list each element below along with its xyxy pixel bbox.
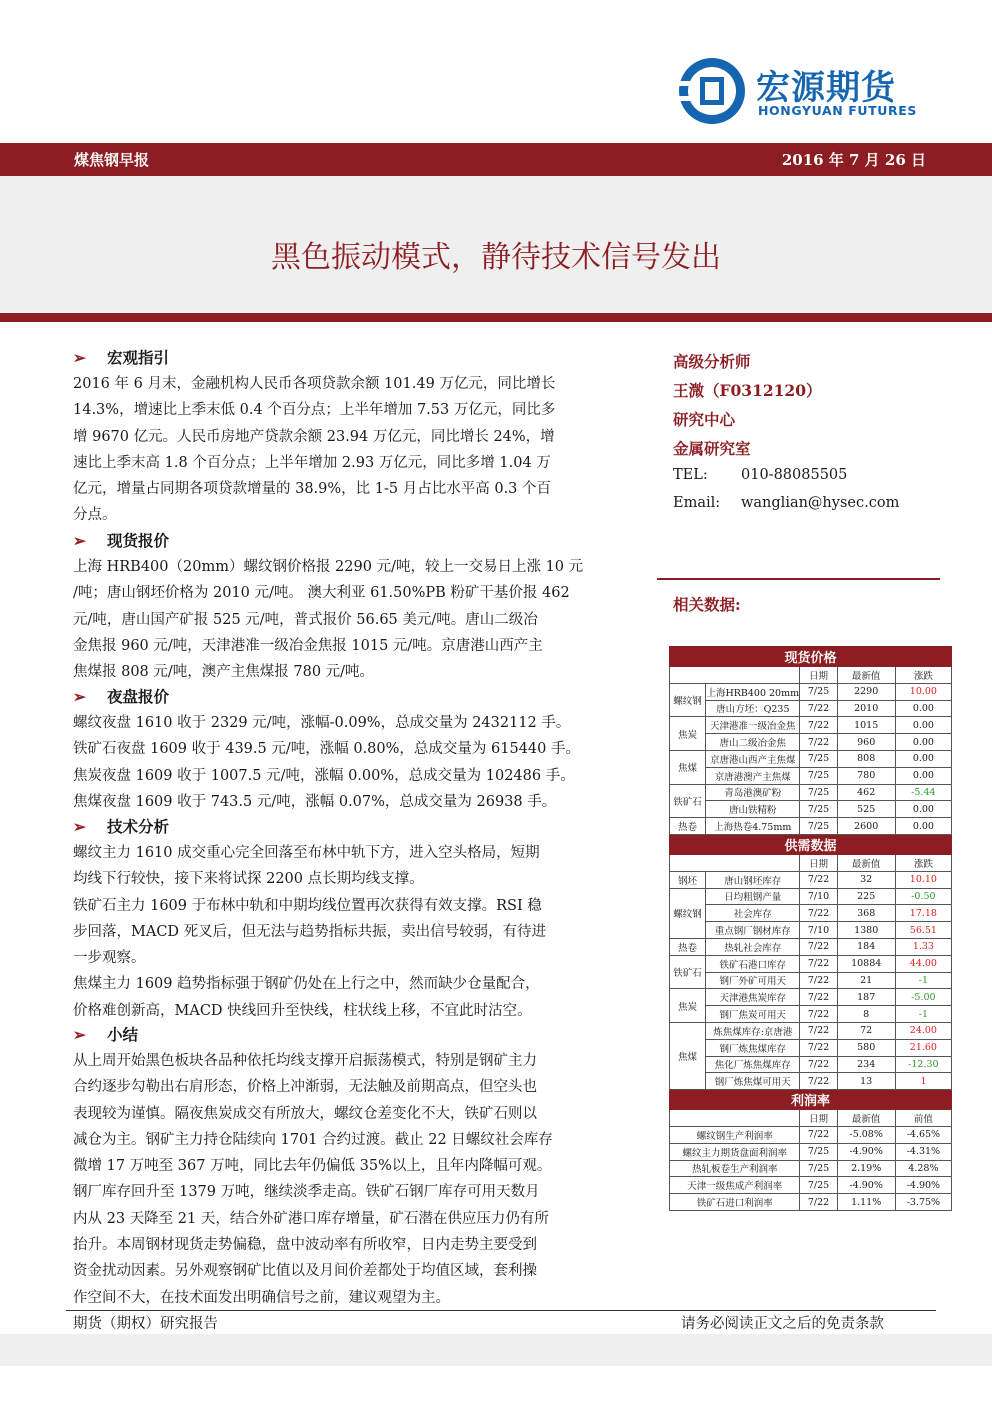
row-latest-value: 72	[837, 1022, 895, 1039]
row-date: 7/22	[800, 905, 837, 922]
row-previous-value: -4.31%	[895, 1143, 951, 1160]
row-item-name: 唐山铁精粉	[706, 801, 800, 818]
paragraph-line: 亿元，增量占同期各项贷款增量的 38.9%，比 1-5 月占比水平高 0.3 个百	[73, 481, 552, 498]
table-row	[670, 905, 952, 922]
table-row	[670, 871, 952, 888]
row-date: 7/25	[800, 1143, 837, 1160]
row-change: -5.44	[895, 784, 951, 801]
analyst-email-label: Email:	[673, 495, 721, 511]
row-date: 7/22	[800, 1194, 837, 1211]
bullet-arrow-icon: ➢	[73, 348, 86, 367]
paragraph-line: 2016 年 6 月末，金融机构人民币各项贷款余额 101.49 万亿元，同比增长	[73, 376, 556, 392]
row-change: 0.00	[895, 767, 951, 784]
section-heading	[73, 814, 169, 840]
paragraph-line: 焦煤主力 1609 趋势指标强于钢矿仍处在上行之中，然而缺少仓量配合，	[73, 976, 540, 993]
analyst-email[interactable]: wanglian@hysec.com	[741, 495, 900, 511]
table-header-cell: 最新值	[837, 667, 895, 684]
row-change: 0.00	[895, 700, 951, 717]
paragraph-line: 一步观察。	[73, 950, 146, 967]
row-latest-value: 1015	[837, 717, 895, 734]
row-item-name: 日均粗钢产量	[706, 888, 800, 905]
row-item-name: 天津一级焦成产利润率	[670, 1177, 800, 1194]
row-category: 焦炭	[670, 717, 706, 751]
row-date: 7/25	[800, 1177, 837, 1194]
paragraph-line: 增 9670 亿元。人民币房地产贷款余额 23.94 万亿元，同比增长 24%，增	[73, 428, 555, 445]
row-item-name: 上海热卷4.75mm	[706, 818, 800, 835]
row-change: 0.00	[895, 801, 951, 818]
row-item-name: 唐山二级冶金焦	[706, 734, 800, 751]
table-header-cell: 前值	[895, 1110, 951, 1127]
row-date: 7/10	[800, 922, 837, 939]
paragraph-line: 钢厂库存回升至 1379 万吨，继续淡季走高。铁矿石钢厂库存可用天数月	[73, 1184, 540, 1201]
row-date: 7/22	[800, 1126, 837, 1143]
row-change: -1	[895, 1006, 951, 1023]
row-category: 焦煤	[670, 1022, 706, 1089]
table-row	[670, 1177, 952, 1194]
table-row	[670, 1126, 952, 1143]
row-change: 56.51	[895, 922, 951, 939]
footer-divider	[66, 1310, 936, 1311]
table-row	[670, 1039, 952, 1056]
analyst-role: 高级分析师	[673, 352, 751, 371]
row-change: 24.00	[895, 1022, 951, 1039]
row-item-name: 热轧板卷生产利润率	[670, 1160, 800, 1177]
row-previous-value: -3.75%	[895, 1194, 951, 1211]
table-header-cell: 最新值	[837, 1110, 895, 1127]
company-logo-icon	[678, 57, 746, 125]
row-latest-value: 234	[837, 1056, 895, 1073]
table-header-cell: 日期	[800, 854, 837, 871]
table-section-title: 供需数据	[670, 834, 952, 854]
row-item-name: 钢厂炼焦煤库存	[706, 1039, 800, 1056]
row-item-name: 螺纹钢生产利润率	[670, 1126, 800, 1143]
paragraph-line: 均线下行较快，接下来将试探 2200 点长期均线支撑。	[73, 871, 424, 888]
row-change: 10.00	[895, 683, 951, 700]
paragraph-line: 金焦报 960 元/吨，天津港准一级冶金焦报 1015 元/吨。京唐港山西产主	[73, 637, 543, 654]
row-latest-value: 225	[837, 888, 895, 905]
row-latest-value: 462	[837, 784, 895, 801]
paragraph-line: 内从 23 天降至 21 天，结合外矿港口库存增量，矿石潜在供应压力仍有所	[73, 1210, 549, 1227]
paragraph-line: 从上周开始黑色板块各品种依托均线支撑开启振荡模式，特别是钢矿主力	[73, 1053, 537, 1069]
table-header-blank	[670, 667, 800, 684]
row-change: 0.00	[895, 818, 951, 835]
row-item-name: 天津港焦炭库存	[706, 989, 800, 1006]
row-latest-value: 21	[837, 972, 895, 989]
row-category: 铁矿石	[670, 784, 706, 818]
paragraph-line: 价格难创新高，MACD 快线回升至快线，柱状线上移，不宜此时沽空。	[73, 1002, 532, 1019]
paragraph-line: 表现较为谨慎。隔夜焦炭成交有所放大，螺纹仓差变化不大，铁矿石则以	[73, 1105, 537, 1122]
paragraph-line: 铁矿石夜盘 1609 收于 439.5 元/吨，涨幅 0.80%，总成交量为 615440 手。	[73, 741, 580, 758]
analyst-name: 王溦（F0312120）	[673, 381, 822, 400]
analyst-dept-research: 研究中心	[673, 410, 736, 429]
row-change: 1	[895, 1073, 951, 1090]
paragraph-line: 上海 HRB400（20mm）螺纹钢价格报 2290 元/吨，较上一交易日上涨 10 元	[73, 559, 584, 575]
row-date: 7/25	[800, 767, 837, 784]
table-row	[670, 784, 952, 801]
row-previous-value: -4.90%	[895, 1177, 951, 1194]
table-header-row	[670, 1110, 952, 1127]
table-row	[670, 972, 952, 989]
section-heading-label: 小结	[107, 1025, 139, 1044]
row-change: -5.00	[895, 989, 951, 1006]
title-underbar	[0, 313, 992, 322]
row-date: 7/22	[800, 1006, 837, 1023]
row-date: 7/22	[800, 734, 837, 751]
section-heading-label: 宏观指引	[107, 348, 170, 367]
paragraph-line: 铁矿石主力 1609 于布林中轨和中期均线位置再次获得有效支撑。RSI 稳	[73, 897, 542, 914]
row-date: 7/22	[800, 1022, 837, 1039]
row-change: 0.00	[895, 717, 951, 734]
row-latest-value: 2290	[837, 683, 895, 700]
row-latest-value: 960	[837, 734, 895, 751]
row-date: 7/25	[800, 750, 837, 767]
row-item-name: 唐山方坯：Q235	[706, 700, 800, 717]
row-date: 7/25	[800, 818, 837, 835]
row-item-name: 重点钢厂钢材库存	[706, 922, 800, 939]
row-date: 7/22	[800, 972, 837, 989]
report-date: 2016 年 7 月 26 日	[781, 151, 926, 169]
page-title: 黑色振动模式，静待技术信号发出	[271, 240, 721, 275]
row-change: -1	[895, 972, 951, 989]
paragraph-line: 作空间不大，在技术面发出明确信号之前，建议观望为主。	[73, 1289, 450, 1306]
row-date: 7/10	[800, 888, 837, 905]
row-change: 0.00	[895, 750, 951, 767]
table-row	[670, 1022, 952, 1039]
row-category: 焦炭	[670, 989, 706, 1023]
bullet-arrow-icon: ➢	[73, 817, 86, 836]
table-row	[670, 683, 952, 700]
row-latest-value: 2600	[837, 818, 895, 835]
section-paragraph	[73, 710, 628, 815]
row-latest-value: 580	[837, 1039, 895, 1056]
section-heading-label: 夜盘报价	[107, 687, 170, 706]
related-data-label: 相关数据:	[673, 595, 741, 614]
table-header-cell: 日期	[800, 1110, 837, 1127]
row-date: 7/22	[800, 1039, 837, 1056]
row-date: 7/22	[800, 938, 837, 955]
row-date: 7/25	[800, 801, 837, 818]
right-divider	[657, 578, 940, 580]
table-section-band	[670, 1090, 952, 1110]
section-paragraph	[73, 554, 628, 685]
paragraph-line: 14.3%，增速比上季末低 0.4 个百分点；上半年增加 7.53 万亿元，同比多	[73, 402, 556, 419]
brand-name-cn: 宏源期货	[756, 68, 896, 108]
report-type: 煤焦钢早报	[74, 151, 150, 169]
row-latest-value: 2010	[837, 700, 895, 717]
table-row	[670, 750, 952, 767]
section-heading	[73, 684, 169, 710]
row-change: 17.18	[895, 905, 951, 922]
row-previous-value: -4.65%	[895, 1126, 951, 1143]
table-row	[670, 1143, 952, 1160]
analyst-tel: 010-88085505	[741, 467, 848, 483]
row-item-name: 热轧社会库存	[706, 938, 800, 955]
row-item-name: 铁矿石港口库存	[706, 955, 800, 972]
row-item-name: 炼焦煤库存:京唐港	[706, 1022, 800, 1039]
analyst-tel-label: TEL:	[673, 467, 708, 483]
row-date: 7/22	[800, 1056, 837, 1073]
row-item-name: 京唐港澳产主焦煤	[706, 767, 800, 784]
row-category: 焦煤	[670, 750, 706, 784]
paragraph-line: 资金扰动因素。另外观察钢矿比值以及月间价差都处于均值区域，套利操	[73, 1263, 537, 1280]
row-latest-value: 184	[837, 938, 895, 955]
row-item-name: 天津港准一级冶金焦	[706, 717, 800, 734]
row-latest-value: 8	[837, 1006, 895, 1023]
row-item-name: 钢厂外矿可用天	[706, 972, 800, 989]
table-row	[670, 938, 952, 955]
paragraph-line: 焦煤报 808 元/吨，澳产主焦煤报 780 元/吨。	[73, 664, 375, 681]
row-latest-value: -4.90%	[837, 1143, 895, 1160]
table-row	[670, 818, 952, 835]
table-section-band	[670, 834, 952, 854]
table-section-title: 利润率	[670, 1090, 952, 1110]
row-date: 7/22	[800, 989, 837, 1006]
row-date: 7/25	[800, 784, 837, 801]
row-item-name: 焦化厂炼焦煤库存	[706, 1056, 800, 1073]
table-header-row	[670, 667, 952, 684]
table-row	[670, 1194, 952, 1211]
row-category: 热卷	[670, 938, 706, 955]
row-latest-value: 808	[837, 750, 895, 767]
footer-report-type: 期货（期权）研究报告	[73, 1316, 218, 1332]
paragraph-line: 焦煤夜盘 1609 收于 743.5 元/吨，涨幅 0.07%，总成交量为 26938 手。	[73, 793, 557, 810]
table-row	[670, 767, 952, 784]
section-heading-label: 技术分析	[107, 817, 170, 836]
row-item-name: 青岛港澳矿粉	[706, 784, 800, 801]
row-change: 10.10	[895, 871, 951, 888]
table-header-cell: 涨跌	[895, 854, 951, 871]
row-item-name: 社会库存	[706, 905, 800, 922]
row-category: 热卷	[670, 818, 706, 835]
row-latest-value: -5.08%	[837, 1126, 895, 1143]
table-row	[670, 734, 952, 751]
row-latest-value: 368	[837, 905, 895, 922]
row-category: 铁矿石	[670, 955, 706, 989]
section-paragraph	[73, 1048, 628, 1311]
table-row	[670, 1073, 952, 1090]
bullet-arrow-icon: ➢	[73, 687, 86, 706]
section-heading	[73, 528, 169, 554]
table-row	[670, 700, 952, 717]
paragraph-line: 合约逐步勾勒出右肩形态，价格上冲渐弱，无法触及前期高点，但空头也	[73, 1079, 537, 1096]
table-header-blank	[670, 1110, 800, 1127]
table-header-cell: 日期	[800, 667, 837, 684]
paragraph-line: 速比上季末高 1.8 个百分点；上半年增加 2.93 万亿元，同比多增 1.04 万	[73, 454, 551, 471]
paragraph-line: 元/吨，唐山国产矿报 525 元/吨，普式报价 56.65 美元/吨。唐山二级冶	[73, 611, 538, 628]
row-category: 螺纹钢	[670, 888, 706, 938]
table-section-title: 现货价格	[670, 647, 952, 667]
row-change: -12.30	[895, 1056, 951, 1073]
row-latest-value: 187	[837, 989, 895, 1006]
row-item-name: 京唐港山西产主焦煤	[706, 750, 800, 767]
row-date: 7/25	[800, 683, 837, 700]
row-latest-value: 1380	[837, 922, 895, 939]
table-header-cell: 涨跌	[895, 667, 951, 684]
row-item-name: 螺纹主力期货盘面利润率	[670, 1143, 800, 1160]
table-section-band	[670, 647, 952, 667]
footer-disclaimer: 请务必阅读正文之后的免责条款	[681, 1316, 884, 1332]
table-row	[670, 1006, 952, 1023]
table-row	[670, 989, 952, 1006]
row-latest-value: 780	[837, 767, 895, 784]
row-latest-value: -4.90%	[837, 1177, 895, 1194]
paragraph-line: 焦炭夜盘 1609 收于 1007.5 元/吨，涨幅 0.00%，总成交量为 102486 手。	[73, 767, 575, 784]
table-row	[670, 888, 952, 905]
row-latest-value: 525	[837, 801, 895, 818]
table-row	[670, 1056, 952, 1073]
row-change: -0.50	[895, 888, 951, 905]
row-latest-value: 13	[837, 1073, 895, 1090]
row-category: 螺纹钢	[670, 683, 706, 717]
row-change: 0.00	[895, 734, 951, 751]
table-header-row	[670, 854, 952, 871]
table-row	[670, 801, 952, 818]
row-change: 21.60	[895, 1039, 951, 1056]
row-date: 7/22	[800, 717, 837, 734]
row-date: 7/22	[800, 700, 837, 717]
bullet-arrow-icon: ➢	[73, 531, 86, 550]
paragraph-line: 减仓为主。钢矿主力持仓陆续向 1701 合约过渡。截止 22 日螺纹社会库存	[73, 1131, 553, 1148]
row-previous-value: 4.28%	[895, 1160, 951, 1177]
row-latest-value: 32	[837, 871, 895, 888]
paragraph-line: 螺纹主力 1610 成交重心完全回落至布林中轨下方，进入空头格局，短期	[73, 845, 540, 861]
table-row	[670, 922, 952, 939]
paragraph-line: 抬升。本周钢材现货走势偏稳，盘中波动率有所收窄，日内走势主要受到	[73, 1237, 537, 1254]
row-date: 7/25	[800, 1160, 837, 1177]
analyst-dept-metal: 金属研究室	[673, 439, 751, 458]
section-heading-label: 现货报价	[107, 531, 170, 550]
row-item-name: 钢厂焦炭可用天	[706, 1006, 800, 1023]
row-change: 1.33	[895, 938, 951, 955]
row-date: 7/22	[800, 955, 837, 972]
row-latest-value: 10884	[837, 955, 895, 972]
section-paragraph	[73, 371, 628, 529]
paragraph-line: 螺纹夜盘 1610 收于 2329 元/吨，涨幅-0.09%，总成交量为 2432112 手。	[73, 715, 571, 731]
table-header-cell: 最新值	[837, 854, 895, 871]
table-row	[670, 717, 952, 734]
paragraph-line: 步回落，MACD 死叉后，但无法与趋势指标共振，卖出信号较弱，有待进	[73, 923, 547, 940]
row-latest-value: 2.19%	[837, 1160, 895, 1177]
section-heading	[73, 345, 169, 371]
brand-name-en: HONGYUAN FUTURES	[758, 103, 917, 118]
paragraph-line: 微增 17 万吨至 367 万吨，同比去年仍偏低 35%以上，且年内降幅可观。	[73, 1158, 552, 1175]
row-date: 7/22	[800, 1073, 837, 1090]
table-row	[670, 1160, 952, 1177]
row-date: 7/22	[800, 871, 837, 888]
row-item-name: 上海HRB400 20mm	[706, 683, 800, 700]
section-heading	[73, 1022, 138, 1048]
row-item-name: 钢厂炼焦煤可用天	[706, 1073, 800, 1090]
row-item-name: 唐山钢坯库存	[706, 871, 800, 888]
row-category: 钢坯	[670, 871, 706, 888]
row-item-name: 铁矿石进口利润率	[670, 1194, 800, 1211]
bullet-arrow-icon: ➢	[73, 1025, 86, 1044]
footer-band	[0, 1334, 992, 1366]
section-paragraph	[73, 840, 628, 1024]
paragraph-line: /吨；唐山钢坯价格为 2010 元/吨。 澳大利亚 61.50%PB 粉矿干基价报 462	[73, 585, 570, 602]
market-data-table	[669, 646, 952, 1211]
table-header-blank	[670, 854, 800, 871]
paragraph-line: 分点。	[73, 507, 117, 524]
table-row	[670, 955, 952, 972]
row-change: 44.00	[895, 955, 951, 972]
row-latest-value: 1.11%	[837, 1194, 895, 1211]
